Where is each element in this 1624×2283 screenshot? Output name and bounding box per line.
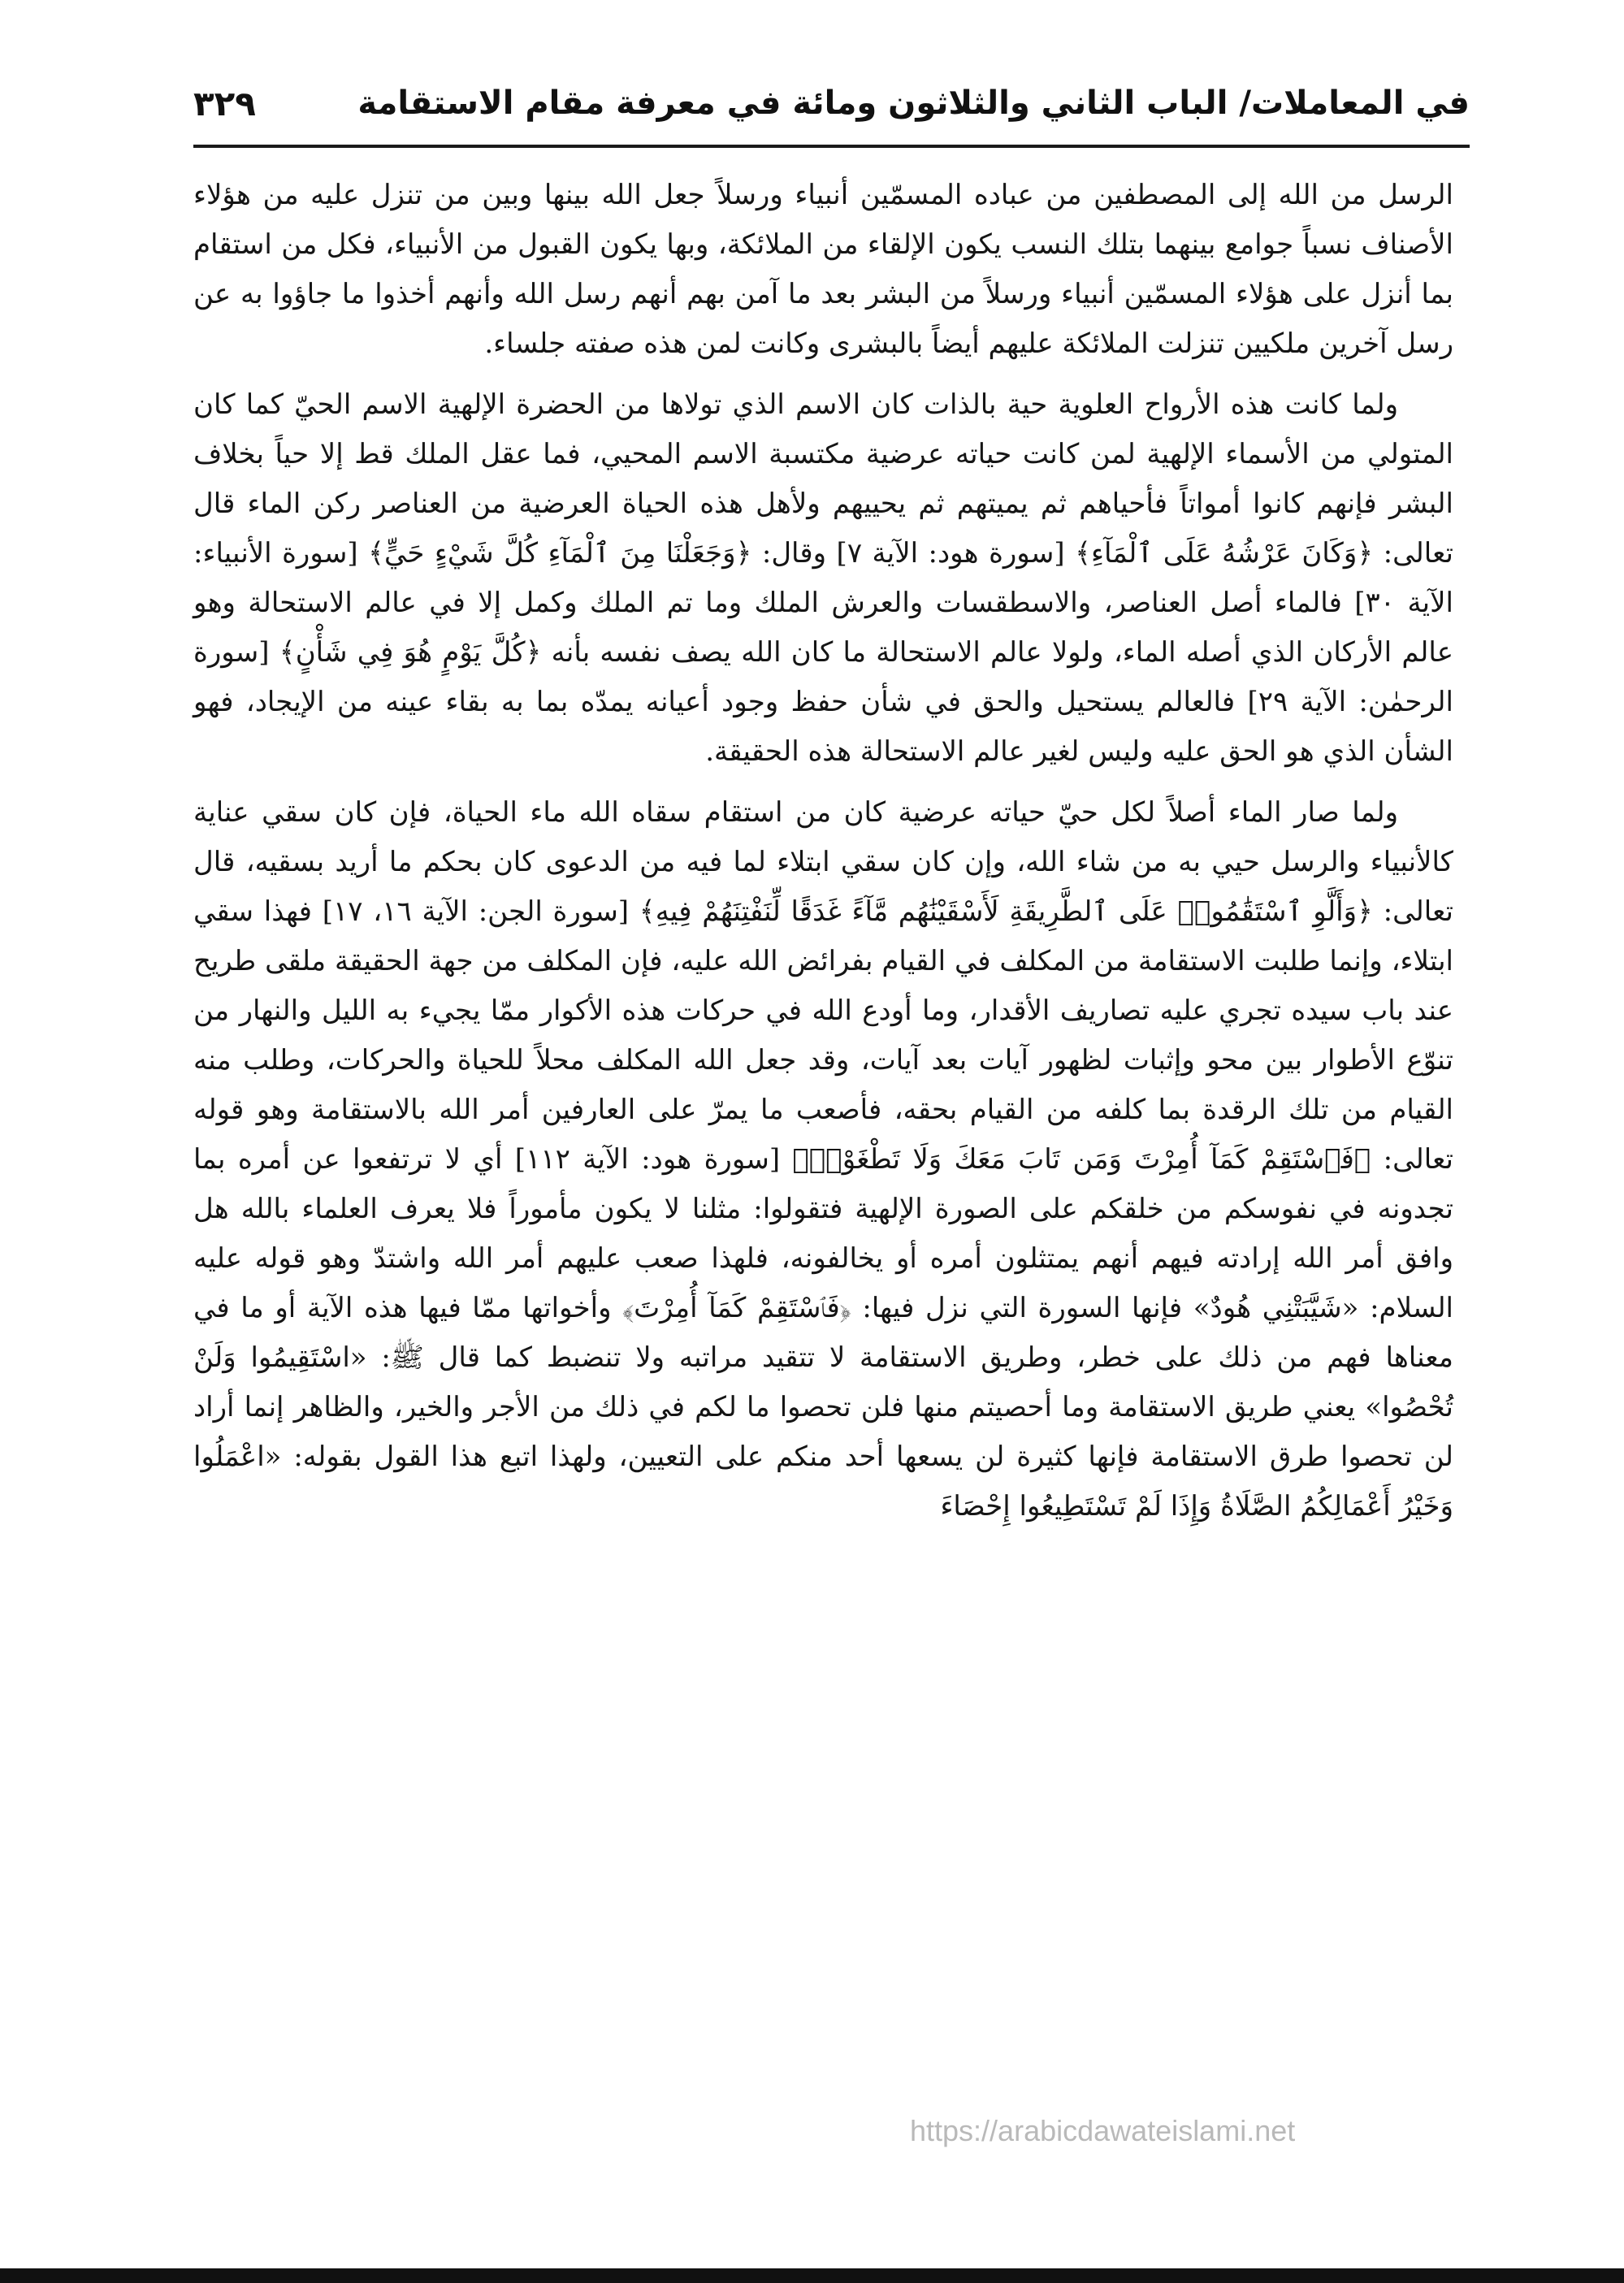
page-body (193, 171, 1453, 1543)
header-divider (193, 145, 1470, 148)
paragraph-1: الرسل من الله إلى المصطفين من عباده المسمّين أنبياء ورسلاً جعل الله بينها وبين من تنزل عليه من هؤلاء الأصناف نسباً جوامع بينهما بتلك النسب يكون الإلقاء من الملائكة، وبها يكون القبول من الأنبياء، فكل من استقام بما أنزل على هؤلاء المسمّين أنبياء ورسلاً من البشر بعد ما آمن بهم أنهم رسل الله وأنهم أخذوا ما جاؤوا به عن رسل آخرين ملكيين تنزلت الملائكة عليهم أيضاً بالبشرى وكانت لمن هذه صفته جلساء. (193, 179, 1453, 360)
scan-bottom-edge (0, 2268, 1624, 2283)
page-number: ٣٢٩ (193, 83, 256, 123)
watermark-url: https://arabicdawateislami.net (910, 2114, 1296, 2147)
running-title: في المعاملات/ الباب الثاني والثلاثون ومائة في معرفة مقام الاستقامة (357, 84, 1470, 122)
paragraph-2: ولما كانت هذه الأرواح العلوية حية بالذات كان الاسم الذي تولاها من الحضرة الإلهية الاسم الحيّ كما كان المتولي من الأسماء الإلهية لمن كانت حياته عرضية مكتسبة الاسم المحيي، فما عقل الملك قط إلا حياً بخلاف البشر فإنهم كانوا أمواتاً فأحياهم ثم يميتهم ثم يحييهم ولأهل هذه الحياة العرضية من العناصر ركن الماء قال تعالى: ﴿وَكَانَ عَرْشُهُ عَلَى ٱلْمَآءِ﴾ [سورة هود: الآية ٧] وقال: ﴿وَجَعَلْنَا مِنَ ٱلْمَآءِ كُلَّ شَيْءٍ حَيٍّ﴾ [سورة الأنبياء: الآية ٣٠] فالماء أصل العناصر، والاسطقسات والعرش الملك وما تم الملك وكمل إلا في عالم الاستحالة وهو عالم الأركان الذي أصله الماء، ولولا عالم الاستحالة ما كان الله يصف نفسه بأنه ﴿كُلَّ يَوْمٍ هُوَ فِي شَأْنٍ﴾ [سورة الرحمٰن: الآية ٢٩] فالعالم يستحيل والحق في شأن حفظ وجود أعيانه يمدّه بما به بقاء عينه من الإيجاد، فهو الشأن الذي هو الحق عليه وليس لغير عالم الاستحالة هذه الحقيقة. (193, 388, 1454, 768)
page-header (193, 75, 1470, 132)
paragraph-3: ولما صار الماء أصلاً لكل حيّ حياته عرضية كان من استقام سقاه الله ماء الحياة، فإن كان سقي عناية كالأنبياء والرسل حيي به من شاء الله، وإن كان سقي ابتلاء لما فيه من الدعوى كان بحكم ما أريد بسقيه، قال تعالى: ﴿وَأَلَّوِ ٱسْتَقَٰمُوا۟ عَلَى ٱلطَّرِيقَةِ لَأَسْقَيْنَٰهُم مَّآءً غَدَقًا لِّنَفْتِنَهُمْ فِيهِ﴾ [سورة الجن: الآية ١٦، ١٧] فهذا سقي ابتلاء، وإنما طلبت الاستقامة من المكلف في القيام بفرائض الله عليه، فإن المكلف من جهة الحقيقة ملقى طريح عند باب سيده تجري عليه تصاريف الأقدار، وما أودع الله في حركات هذه الأكوار ممّا يجيء به الليل والنهار من تنوّع الأطوار بين محو وإثبات لظهور آيات بعد آيات، وقد جعل الله المكلف محلاً للحياة والحركات، وطلب منه القيام من تلك الرقدة بما كلفه من القيام بحقه، فأصعب ما يمرّ على العارفين أمر الله بالاستقامة وهو قوله تعالى: ﴿فَٱسْتَقِمْ كَمَآ أُمِرْتَ وَمَن تَابَ مَعَكَ وَلَا تَطْغَوْا۟﴾ [سورة هود: الآية ١١٢] أي لا ترتفعوا عن أمره بما تجدونه في نفوسكم من خلقكم على الصورة الإلهية فتقولوا: مثلنا لا يكون مأموراً فلا يعرف العلماء بالله هل وافق أمر الله إرادته فيهم أنهم يمتثلون أمره أو يخالفونه، فلهذا صعب عليهم أمر الله واشتدّ وهو قوله عليه السلام: «شَيَّبَتْنِي هُودٌ» فإنها السورة التي نزل فيها: ﴿فَٱسْتَقِمْ كَمَآ أُمِرْتَ﴾ وأخواتها ممّا فيها هذه الآية أو ما في معناها فهم من ذلك على خطر، وطريق الاستقامة لا تتقيد مراتبه ولا تنضبط كما قال ﷺ: «اسْتَقِيمُوا وَلَنْ تُحْصُوا» يعني طريق الاستقامة وما أحصيتم منها فلن تحصوا ما لكم في ذلك من الأجر والخير، والظاهر إنما أراد لن تحصوا طرق الاستقامة فإنها كثيرة لن يسعها أحد منكم على التعيين، ولهذا اتبع هذا القول بقوله: «اعْمَلُوا وَخَيْرُ أَعْمَالِكُمُ الصَّلَاةُ وَإِذَا لَمْ تَسْتَطِيعُوا إِحْصَاءَ (193, 796, 1454, 1523)
